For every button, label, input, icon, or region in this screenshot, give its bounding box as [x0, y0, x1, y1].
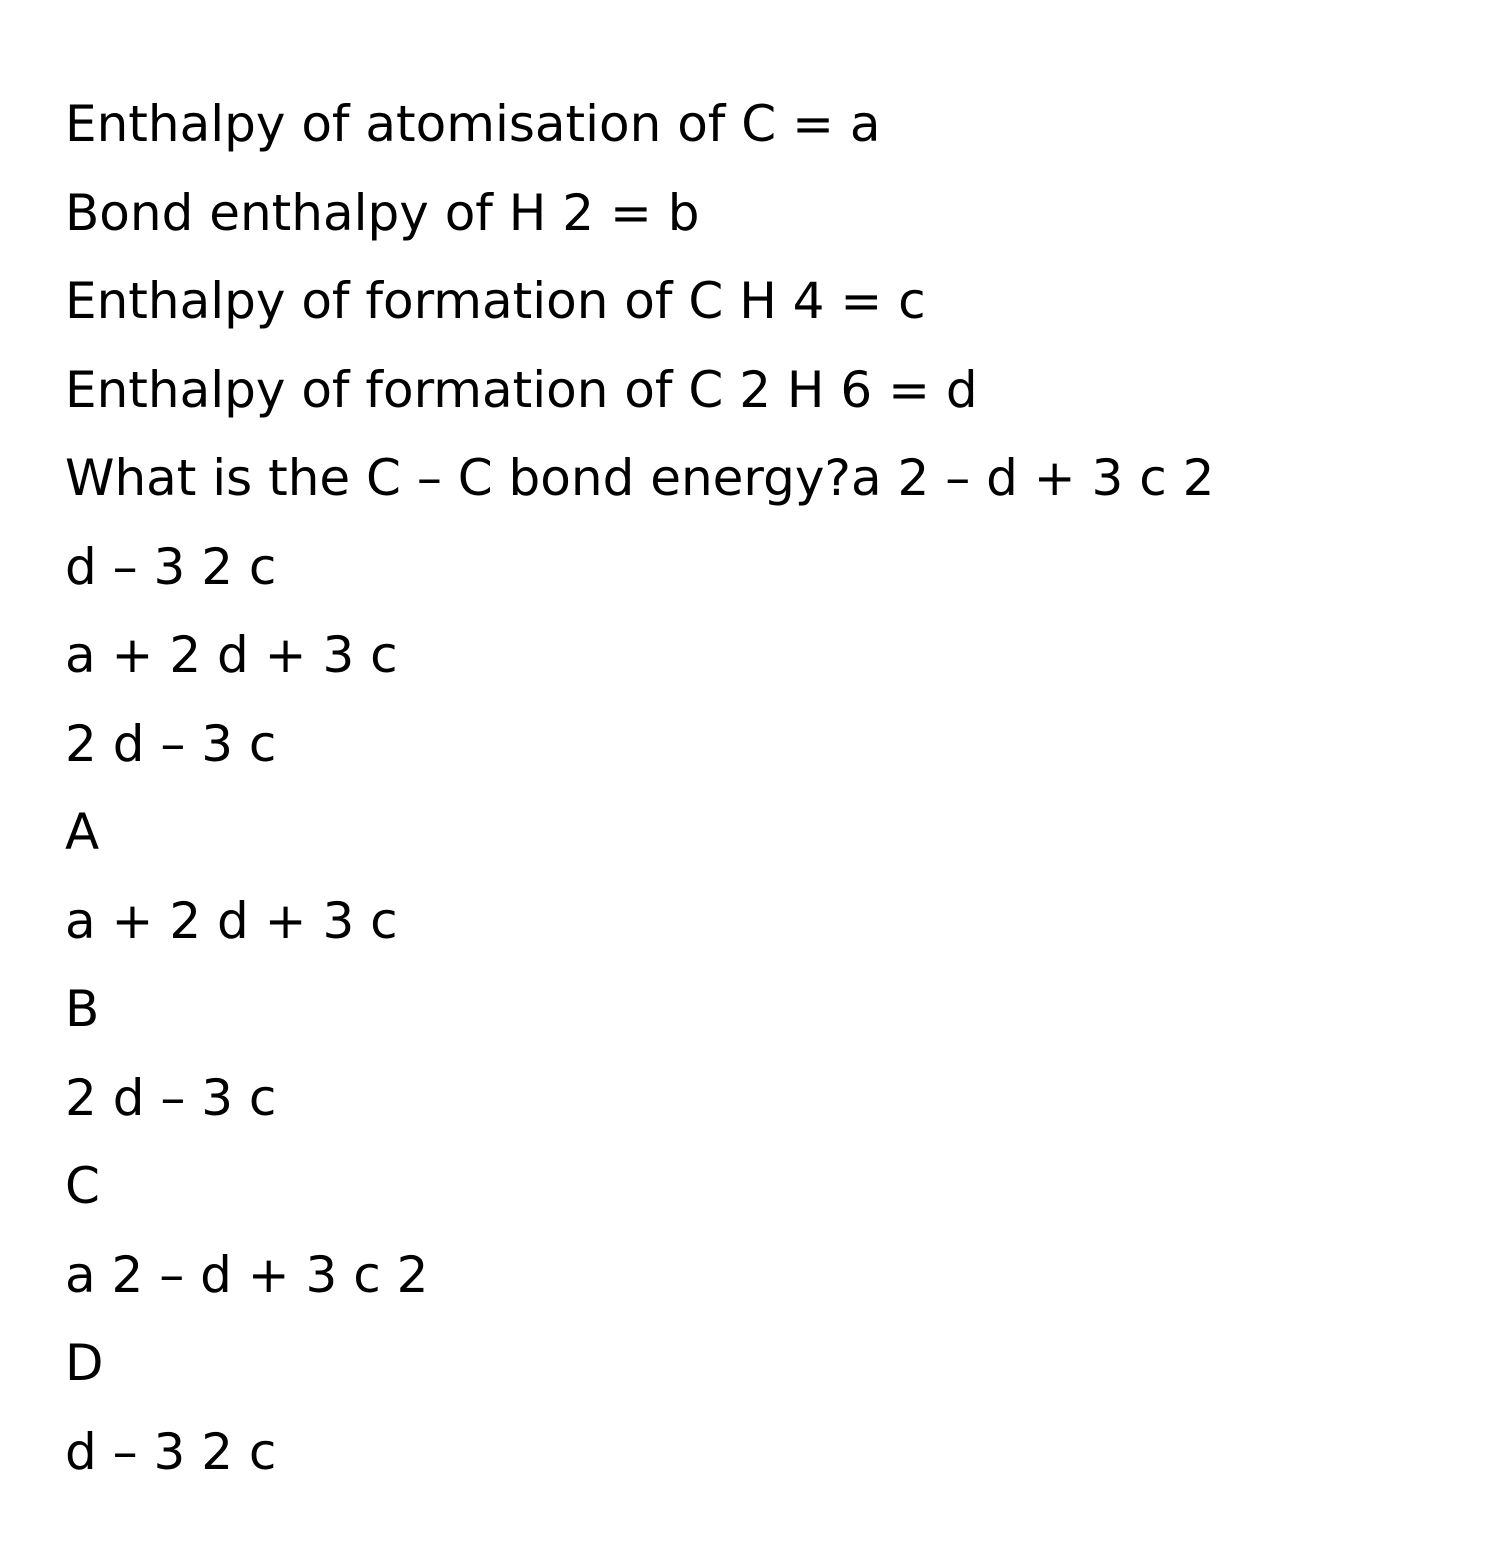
- inline-choice: d – 3 2 c: [65, 537, 277, 596]
- option-letter-c: C: [65, 1157, 100, 1215]
- option-letter-b: B: [65, 980, 100, 1038]
- question-document: [65, 80, 1465, 1496]
- question-line-h2-bond: Bond enthalpy of H 2 = b: [65, 183, 700, 242]
- question-line-ch4-formation: Enthalpy of formation of C H 4 = c: [65, 272, 926, 330]
- option-text-a: a + 2 d + 3 c: [65, 891, 398, 950]
- inline-choice: 2 d – 3 c: [65, 714, 277, 773]
- option-letter-d: D: [65, 1334, 104, 1392]
- question-prompt: What is the C – C bond energy?a 2 – d + 3 c 2: [65, 449, 1215, 507]
- option-text-b: 2 d – 3 c: [65, 1068, 277, 1127]
- inline-choice: a + 2 d + 3 c: [65, 626, 398, 684]
- question-line-c2h6-formation: Enthalpy of formation of C 2 H 6 = d: [65, 360, 978, 419]
- option-letter-a: A: [65, 803, 100, 861]
- option-text-c: a 2 – d + 3 c 2: [65, 1245, 429, 1304]
- option-text-d: d – 3 2 c: [65, 1422, 277, 1481]
- question-line-atomisation: Enthalpy of atomisation of C = a: [65, 95, 881, 153]
